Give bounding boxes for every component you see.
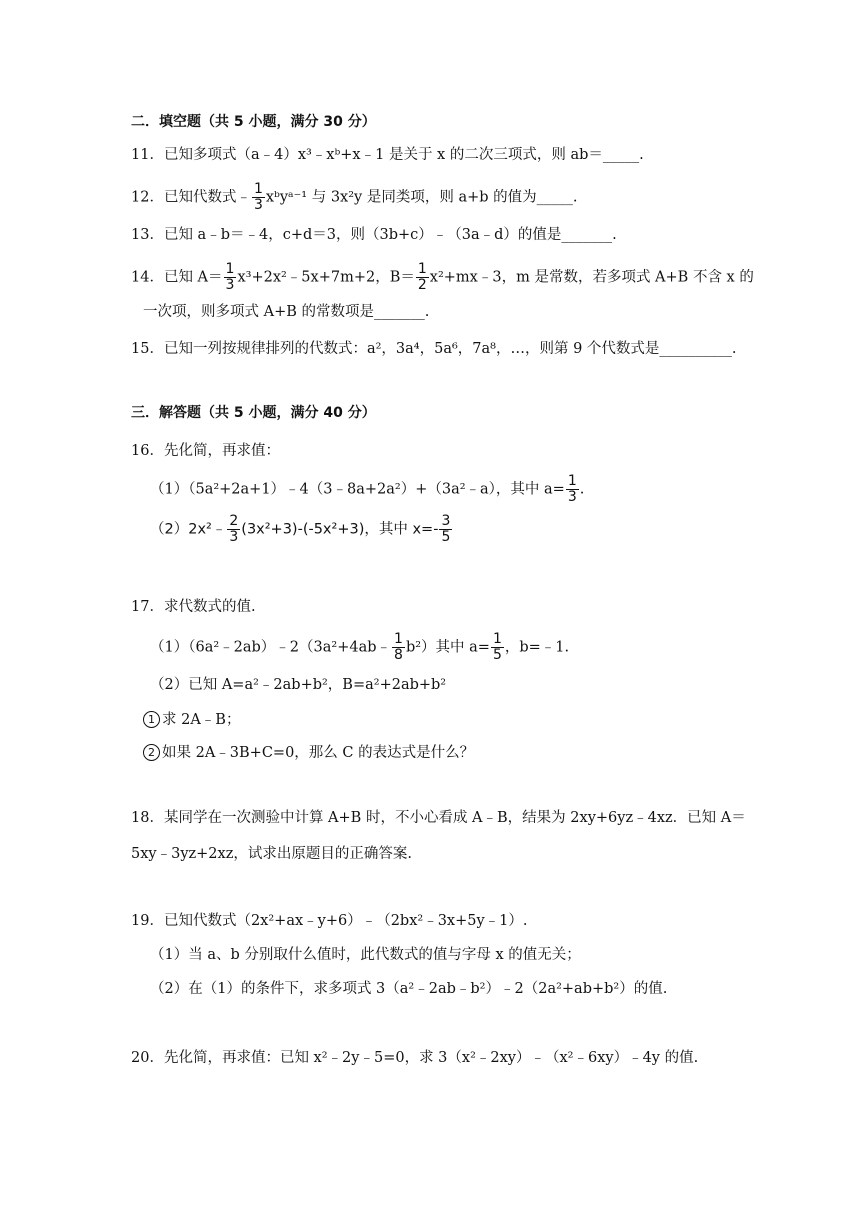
- question-11: 11．已知多项式（a﹣4）x³﹣xᵇ+x﹣1 是关于 x 的二次三项式，则 ab＝_____.: [131, 147, 644, 163]
- fraction: $\frac{2}{3}$: [229, 513, 239, 545]
- question-16-part-1: （1）（5a²+2a+1）﹣4（3﹣8a+2a²）+（3a²﹣a），其中 a= $\frac{1}{3}$ .: [150, 473, 585, 505]
- question-14: 14．已知 A＝ $\frac{1}{3}$ x³+2x²﹣5x+7m+2，B＝ $\frac{1}{2}$ x²+mx﹣3，m 是常数，若多项式 A+B 不含 x 的: [131, 261, 754, 293]
- question-14-continued: 一次项，则多项式 A+B 的常数项是_______.: [143, 304, 430, 320]
- question-16-title: 16．先化简，再求值：: [131, 443, 280, 459]
- question-17-step-2: 2 如果 2A﹣3B+C=0，那么 C 的表达式是什么？: [143, 742, 474, 764]
- question-18-line-1: 18．某同学在一次测验中计算 A+B 时，不小心看成 A﹣B，结果为 2xy+6yz﹣4xz．已知 A＝: [131, 810, 746, 826]
- circled-number: 2: [143, 744, 160, 761]
- question-18-line-2: 5xy﹣3yz+2xz，试求出原题目的正确答案.: [131, 846, 412, 862]
- question-13: 13．已知 a﹣b＝﹣4，c+d＝3，则（3b+c）﹣（3a﹣d）的值是_______.: [131, 227, 617, 243]
- question-15: 15．已知一列按规律排列的代数式：a²，3a⁴，5a⁶，7a⁸，…，则第 9 个代数式是__________.: [131, 341, 737, 357]
- question-17-part-1: （1）（6a²﹣2ab）﹣2（3a²+4ab﹣ $\frac{1}{8}$ b²）其中 a= $\frac{1}{5}$ ，b=﹣1.: [150, 631, 570, 663]
- fraction: $\frac{1}{8}$: [394, 631, 403, 663]
- fraction: $\frac{1}{5}$: [492, 631, 502, 663]
- question-19-title: 19．已知代数式（2x²+ax﹣y+6）﹣（2bx²﹣3x+5y﹣1）.: [131, 913, 528, 929]
- fraction: $\frac{3}{5}$: [441, 513, 451, 545]
- fraction: $\frac{1}{2}$: [417, 261, 427, 293]
- section-2-heading: 二．填空题（共 5 小题，满分 30 分）: [131, 114, 376, 130]
- fraction: $\frac{1}{3}$: [225, 261, 235, 293]
- question-20: 20．先化简，再求值：已知 x²﹣2y﹣5=0，求 3（x²﹣2xy）﹣（x²﹣6xy）﹣4y 的值.: [131, 1050, 699, 1066]
- question-19-part-1: （1）当 a、b 分别取什么值时，此代数式的值与字母 x 的值无关；: [150, 947, 581, 963]
- circled-number: 1: [143, 711, 160, 728]
- question-17-title: 17．求代数式的值.: [131, 599, 256, 615]
- question-19-part-2: （2）在（1）的条件下，求多项式 3（a²﹣2ab﹣b²）﹣2（2a²+ab+b²）的值.: [150, 981, 668, 997]
- question-12: 12．已知代数式﹣ $\frac{1}{3}$ xᵇyᵃ⁻¹ 与 3x²y 是同类项，则 a+b 的值为_____.: [131, 181, 578, 213]
- question-16-part-2: （2）2x²﹣ $\frac{2}{3}$ (3x²+3)-(-5x²+3)，其中 x=- $\frac{3}{5}$: [150, 513, 451, 545]
- fraction: $\frac{1}{3}$: [567, 473, 577, 505]
- question-17-part-2: （2）已知 A=a²﹣2ab+b²，B=a²+2ab+b²: [150, 677, 447, 693]
- section-3-heading: 三．解答题（共 5 小题，满分 40 分）: [131, 405, 376, 421]
- fraction: $\frac{1}{3}$: [253, 181, 263, 213]
- question-17-step-1: 1 求 2A﹣B；: [143, 709, 240, 731]
